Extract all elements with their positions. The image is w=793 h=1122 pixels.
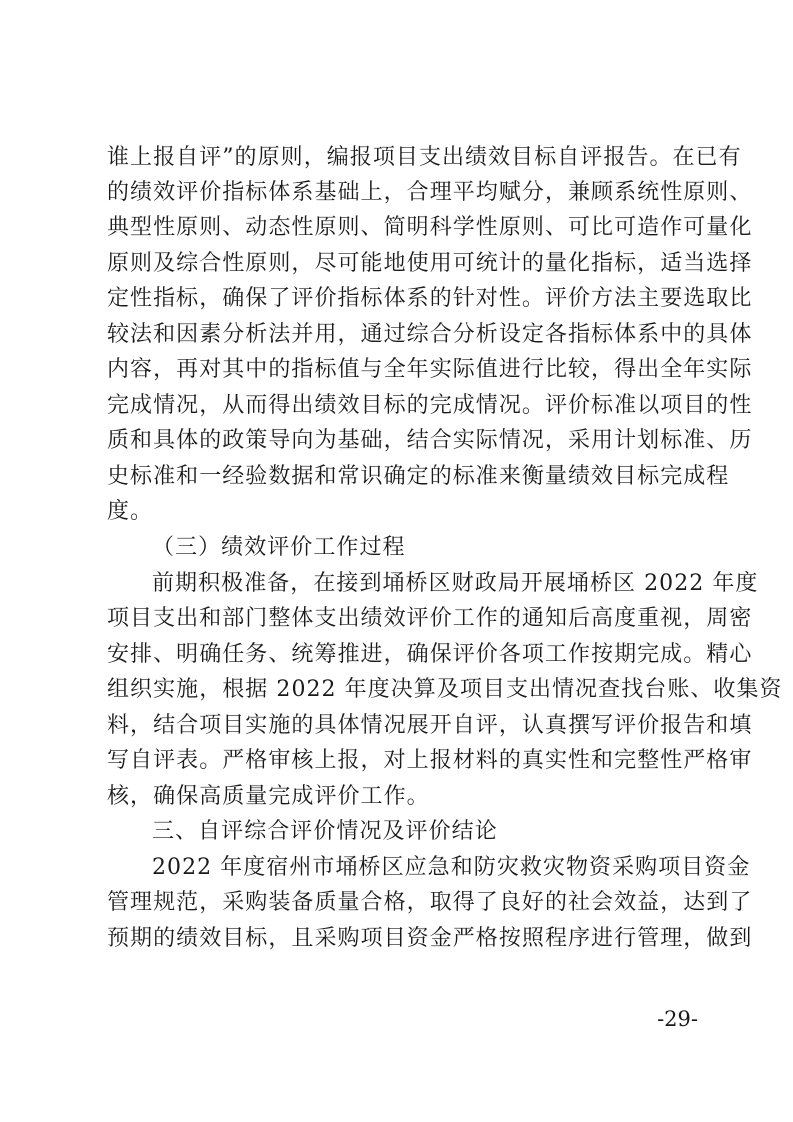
text-line: 度。	[107, 499, 154, 524]
text-line: 安排、明确任务、统筹推进，确保评价各项工作按期完成。精心	[107, 642, 753, 667]
page-number: -29-	[657, 1007, 698, 1031]
text-line: 完成情况，从而得出绩效目标的完成情况。评价标准以项目的性	[107, 393, 753, 418]
text-line: 史标准和一经验数据和常识确定的标准来衡量绩效目标完成程	[107, 464, 730, 489]
text-line: 管理规范，采购装备质量合格，取得了良好的社会效益，达到了	[107, 890, 753, 915]
text-line: 的绩效评价指标体系基础上，合理平均赋分，兼顾系统性原则、	[107, 180, 753, 205]
text-line: 较法和因素分析法并用，通过综合分析设定各指标体系中的具体	[107, 322, 753, 347]
text-line: 核，确保高质量完成评价工作。	[107, 784, 430, 809]
text-line: 谁上报自评”的原则，编报项目支出绩效目标自评报告。在已有	[107, 145, 742, 170]
text-line: 原则及综合性原则，尽可能地使用可统计的量化指标，适当选择	[107, 251, 753, 276]
text-line: 质和具体的政策导向为基础，结合实际情况，采用计划标准、历	[107, 428, 753, 453]
text-line: 2022 年度宿州市埇桥区应急和防灾救灾物资采购项目资金	[152, 855, 751, 880]
text-line: 组织实施，根据 2022 年度决算及项目支出情况查找台账、收集资	[107, 677, 783, 702]
text-line: 料，结合项目实施的具体情况展开自评，认真撰写评价报告和填	[107, 713, 753, 738]
section-heading: 三、自评综合评价情况及评价结论	[152, 819, 498, 844]
text-line: 典型性原则、动态性原则、简明科学性原则、可比可造作可量化	[107, 215, 753, 240]
section-heading: （三）绩效评价工作过程	[152, 535, 406, 560]
text-line: 项目支出和部门整体支出绩效评价工作的通知后高度重视，周密	[107, 606, 753, 631]
text-line: 内容，再对其中的指标值与全年实际值进行比较，得出全年实际	[107, 357, 753, 382]
text-line: 预期的绩效目标，且采购项目资金严格按照程序进行管理，做到	[107, 926, 753, 951]
text-line: 前期积极准备，在接到埇桥区财政局开展埇桥区 2022 年度	[152, 571, 759, 596]
text-line: 定性指标，确保了评价指标体系的针对性。评价方法主要选取比	[107, 286, 753, 311]
text-line: 写自评表。严格审核上报，对上报材料的真实性和完整性严格审	[107, 748, 753, 773]
